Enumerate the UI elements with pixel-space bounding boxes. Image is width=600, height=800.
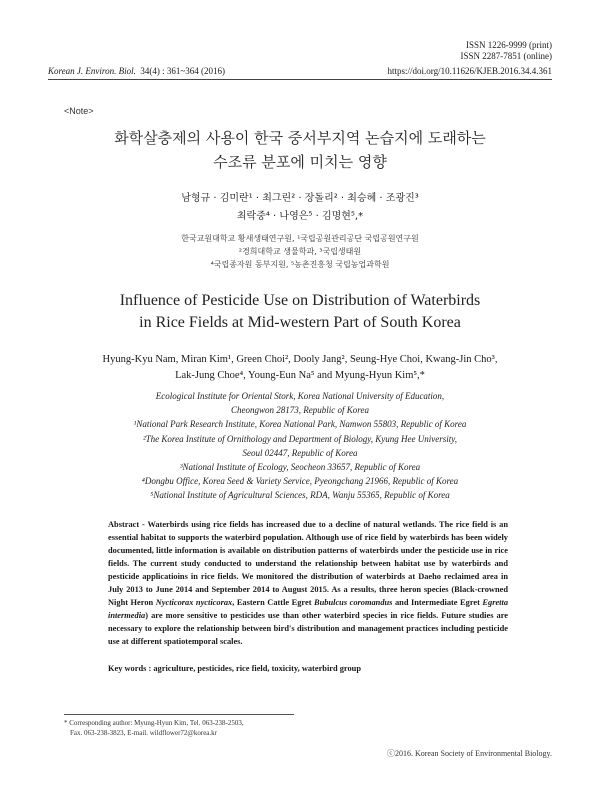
english-title — [48, 290, 552, 334]
korean-title — [48, 126, 552, 174]
abstract-text: and Intermediate Egret — [392, 598, 483, 607]
species-name: Egretta intermedia — [108, 598, 509, 620]
english-affiliation: Seoul 02447, Republic of Korea — [242, 447, 358, 458]
korean-title-line: 수조류 분포에 미치는 영향 — [213, 153, 387, 171]
korean-authors-line: 남형규 · 김미란¹ · 최그린² · 장돌리² · 최승혜 · 조광진³ — [181, 193, 419, 204]
korean-authors — [70, 190, 530, 226]
keywords: Key words : agriculture, pesticides, rice field, toxicity, waterbird group — [108, 664, 361, 673]
english-title-line: Influence of Pesticide Use on Distribution of Waterbirds — [119, 292, 481, 309]
copyright: ⓒ2016. Korean Society of Environmental Biology. — [386, 749, 552, 758]
issn-online: ISSN 2287-7851 (online) — [460, 51, 552, 61]
footnote-line: Fax. 063-238-3823, E-mail. wildflower72@korea.kr — [70, 729, 217, 737]
issn-print: ISSN 1226-9999 (print) — [466, 40, 552, 50]
english-affiliation: ¹National Park Research Institute, Korea National Park, Namwon 55803, Republic of Korea — [133, 419, 467, 430]
english-affiliation: Cheongwon 28173, Republic of Korea — [231, 405, 369, 416]
english-affiliation: ⁵National Institute of Agricultural Sciences, RDA, Wanju 55365, Republic of Korea — [150, 490, 450, 501]
journal-header-bar — [48, 66, 552, 80]
english-affiliation: ²The Korea Institute of Ornithology and Department of Biology, Kyung Hee University, — [142, 433, 458, 444]
doi-link[interactable]: https://doi.org/10.11626/KJEB.2016.34.4.361 — [387, 66, 552, 76]
english-title-line: in Rice Fields at Mid-western Part of South Korea — [139, 314, 461, 331]
english-authors-line: Lak-Jung Choe⁴, Young-Eun Na⁵ and Myung-Hyun Kim⁵,* — [175, 370, 425, 381]
abstract-text: , Eastern Cattle Egret — [232, 598, 315, 607]
korean-affiliation: ⁴국립종자원 동부지원, ⁵농촌진흥청 국립농업과학원 — [210, 260, 390, 269]
english-affiliation: Ecological Institute for Oriental Stork, Korea National University of Education, — [155, 391, 445, 401]
abstract — [108, 518, 508, 648]
korean-affiliation: 한국교원대학교 황새생태연구원, ¹국립공원관리공단 국립공원연구원 — [181, 234, 419, 243]
abstract-text: ) are more sensitive to pesticides use than other waterbird species in rice fields. Future studies are necessary to explore the relationship between bird's distribution and management practices including pesticide use at different spatiotemporal scales. — [108, 611, 508, 646]
english-affiliation: ⁴Dongbu Office, Korea Seed & Variety Service, Pyeongchang 21966, Republic of Korea — [141, 476, 459, 487]
english-authors — [70, 352, 530, 384]
issn-block — [461, 40, 553, 62]
species-name: Nycticorax nycticorax — [155, 598, 233, 607]
footnote-line: * Corresponding author: Myung-Hyun Kim, Tel. 063-238-2503, — [64, 719, 244, 727]
korean-authors-line: 최락중⁴ · 나영은⁵ · 김명현⁵,* — [236, 211, 364, 222]
species-name: Bubulcus coromandus — [314, 598, 393, 607]
journal-abbrev: Korean J. Environ. Biol. — [48, 66, 136, 76]
english-authors-line: Hyung-Kyu Nam, Miran Kim¹, Green Choi², Dooly Jang², Seung-Hye Choi, Kwang-Jin Cho³, — [102, 354, 498, 365]
note-label: <Note> — [64, 106, 94, 116]
volume-pages: 34(4) : 361~364 (2016) — [140, 66, 225, 76]
journal-citation — [48, 66, 225, 76]
english-affiliation: ³National Institute of Ecology, Seocheon 33657, Republic of Korea — [179, 462, 421, 473]
footnote-divider — [64, 714, 294, 715]
korean-affiliation: ²경희대학교 생물학과, ³국립생태원 — [238, 247, 362, 256]
korean-affiliations — [70, 232, 530, 271]
abstract-text: Abstract - Waterbirds using rice fields has increased due to a decline of natural wetlands. The rice field is an essential habitat to supports the waterbird population. Although use of rice field by waterbirds has been widely documented, little information is available on distribution patterns of waterbirds under the pesticide use in rice fields. The current study conducted to understand the relationship between habitat use by waterbirds and pesticide applicatioins in rice fields. We monitored the distribution of waterbirds at Daeho reclaimed area in July 2013 to June 2014 and September 2014 to August 2015. As a results, three heron species (Black-crowned Night Heron — [108, 520, 508, 607]
korean-title-line: 화학살충제의 사용이 한국 중서부지역 논습지에 도래하는 — [114, 129, 486, 147]
english-affiliations — [90, 389, 510, 503]
corresponding-author-footnote — [64, 718, 244, 738]
